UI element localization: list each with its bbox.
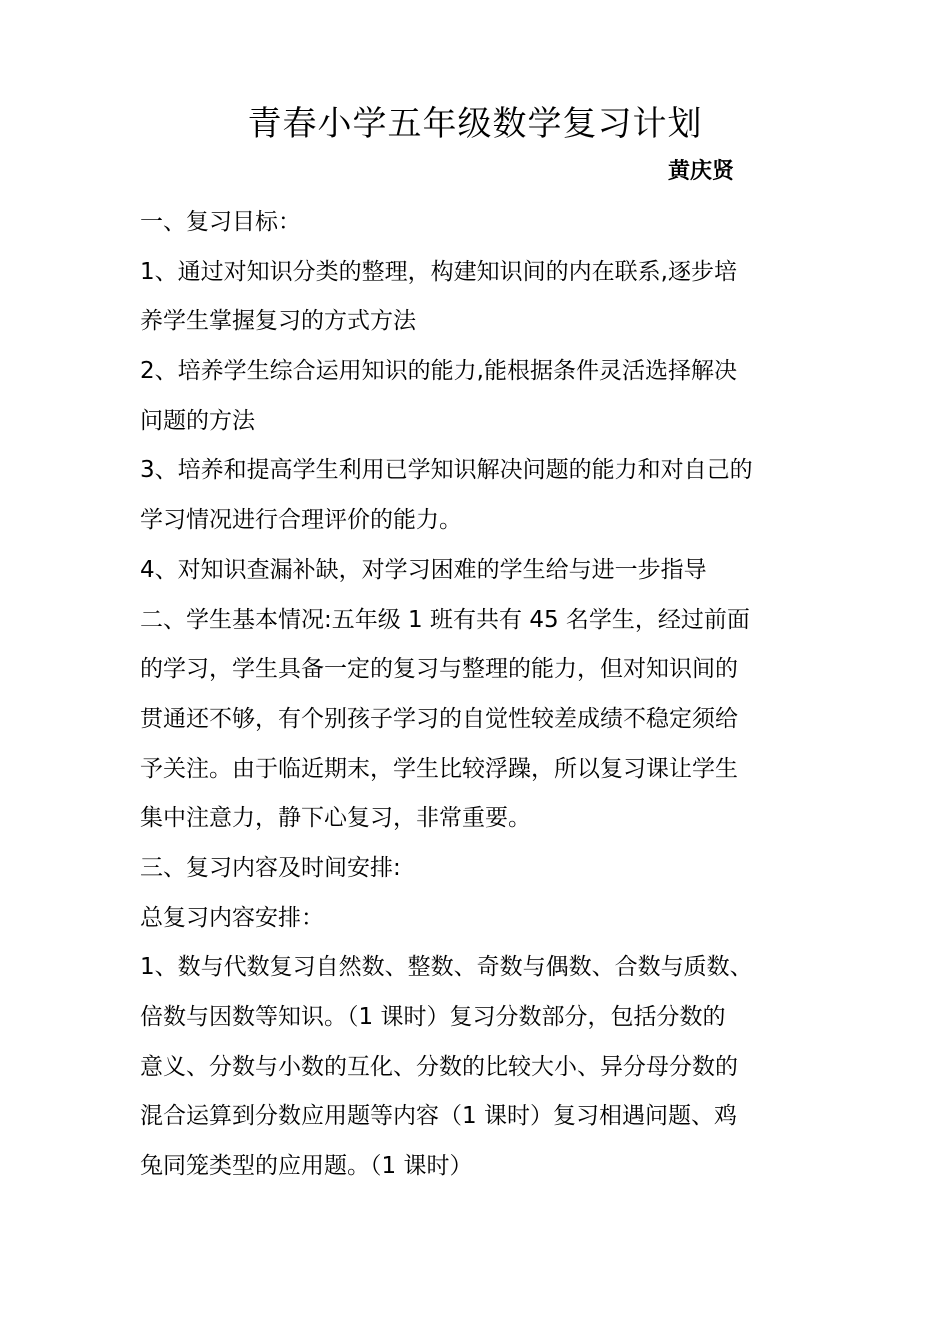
section-heading-goals: 一、复习目标： [140,209,301,235]
section-heading-students: 二、学生基本情况:五年级 1 班有共有 45 名学生，经过前面 [140,606,750,633]
text-line: 倍数与因数等知识。（1 课时）复习分数部分，包括分数的 [140,1004,726,1030]
text-line: 集中注意力，静下心复习，非常重要。 [140,805,531,832]
text-line: 混合运算到分数应用题等内容（1 课时）复习相遇问题、鸡 [140,1103,737,1130]
document-body [140,198,830,1192]
text-line: 的学习，学生具备一定的复习与整理的能力，但对知识间的 [140,656,738,683]
subheading-overall-plan: 总复习内容安排： [140,904,324,931]
text-line: 1、数与代数复习自然数、整数、奇数与偶数、合数与质数、 [140,954,753,981]
text-line: 2、培养学生综合运用知识的能力,能根据条件灵活选择解决 [140,358,737,385]
text-line: 养学生掌握复习的方式方法 [140,308,416,335]
text-line: 问题的方法 [140,407,255,434]
text-line: 1、通过对知识分类的整理，构建知识间的内在联系,逐步培 [140,258,737,285]
text-line: 意义、分数与小数的互化、分数的比较大小、异分母分数的 [140,1053,738,1080]
text-line: 予关注。由于临近期末，学生比较浮躁，所以复习课让学生 [140,755,738,782]
document-author: 黄庆贤 [668,159,735,184]
section-heading-content: 三、复习内容及时间安排: [140,854,401,881]
text-line: 4、对知识查漏补缺，对学习困难的学生给与进一步指导 [140,556,707,583]
text-line: 学习情况进行合理评价的能力。 [140,507,462,534]
document-title: 青春小学五年级数学复习计划 [247,104,703,144]
text-line: 贯通还不够，有个别孩子学习的自觉性较差成绩不稳定须给 [140,705,738,732]
text-line: 3、培养和提高学生利用已学知识解决问题的能力和对自己的 [140,457,753,484]
text-line: 兔同笼类型的应用题。（1 课时） [140,1153,473,1180]
